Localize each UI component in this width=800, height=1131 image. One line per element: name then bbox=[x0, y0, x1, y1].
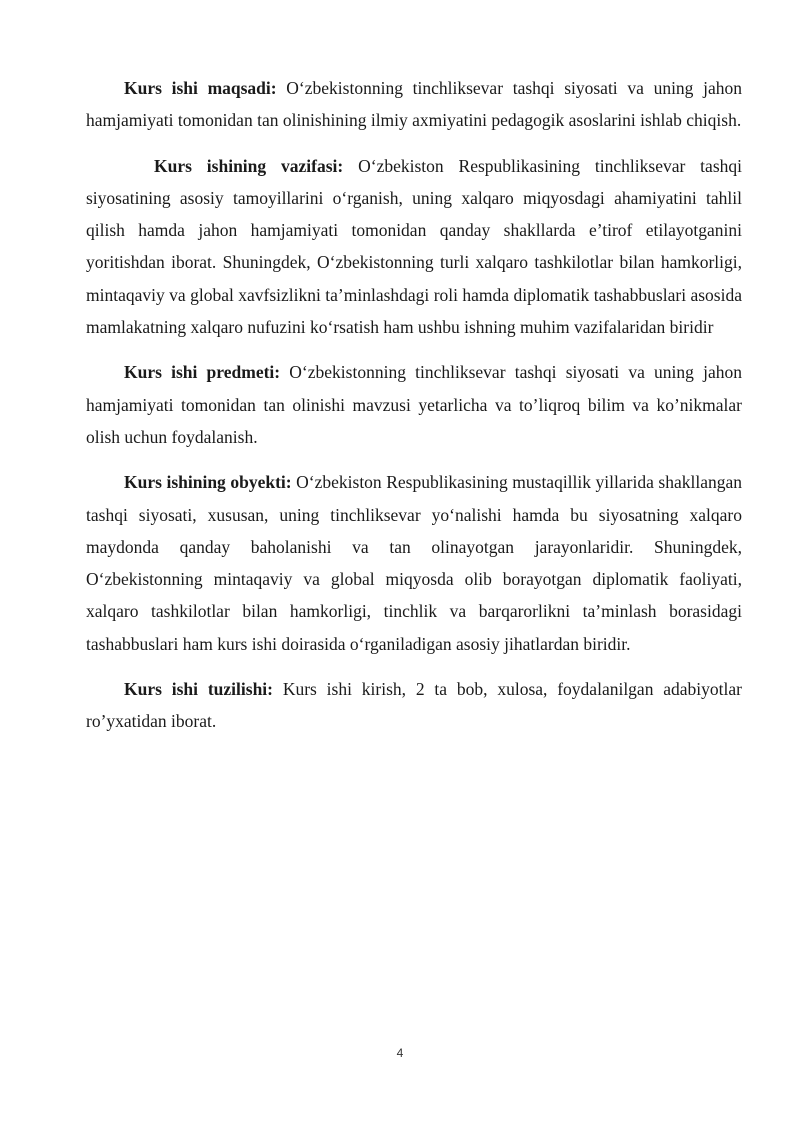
paragraph-structure-text: Kurs ishi kirish, 2 ta bob, xulosa, foydalanilgan adabiyotlar ro’yxatidan iborat. bbox=[86, 679, 742, 732]
paragraph-tasks-text: O‘zbekiston Respublikasining tinchliksevar tashqi siyosatining asosiy tamoyillarini o‘rganish, uning xalqaro miqyosdagi ahamiyatini tahlil qilish hamda jahon hamjamiyati tomonidan qanday shakllarda e’tirof etilayotganini yoritishdan iborat. Shuningdek, O‘zbekistonning turli xalqaro tashkilotlar bilan hamkorligi, mintaqaviy va global xavfsizlikni ta’minlashdagi roli hamda diplomatik tashabbuslari asosida mamlakatning xalqaro nufuzini ko‘rsatish ham ushbu ishning muhim vazifalaridan biridir bbox=[86, 155, 742, 338]
paragraph-goal-text: O‘zbekistonning tinchliksevar tashqi siyosati va uning jahon hamjamiyati tomonidan tan olinishining ilmiy axmiyatini pedagogik asoslarini ishlab chiqish. bbox=[86, 78, 742, 131]
paragraph-object-label: Kurs ishining obyekti: bbox=[124, 472, 292, 493]
paragraph-object-text: O‘zbekiston Respublikasining mustaqillik yillarida shakllangan tashqi siyosati, xususan, uning tinchliksevar yo‘nalishi hamda bu siyosatning xalqaro maydonda qanday baholanishi va tan olinayotgan jarayonlaridir. Shuningdek, O‘zbekistonning mintaqaviy va global miqyosda olib borayotgan diplomatik faoliyati, xalqaro tashkilotlar bilan hamkorligi, tinchlik va barqarorlikni ta’minlash borasidagi tashabbuslari ham kurs ishi doirasida o‘rganiladigan asosiy jihatlardan biridir. bbox=[86, 472, 742, 654]
paragraph-structure bbox=[86, 673, 742, 738]
paragraph-tasks bbox=[86, 150, 742, 344]
paragraph-structure-label: Kurs ishi tuzilishi: bbox=[124, 679, 273, 700]
paragraph-subject-label: Kurs ishi predmeti: bbox=[124, 362, 281, 383]
paragraph-goal-label: Kurs ishi maqsadi: bbox=[124, 78, 277, 98]
document-body bbox=[86, 72, 742, 751]
page-number: 4 bbox=[396, 1046, 404, 1060]
paragraph-subject-text: O‘zbekistonning tinchliksevar tashqi siyosati va uning jahon hamjamiyati tomonidan tan olinishi mavzusi yetarlicha va to’liqroq bilim va ko’nikmalar olish uchun foydalanish. bbox=[86, 362, 742, 447]
paragraph-tasks-label: Kurs ishining vazifasi: bbox=[154, 155, 344, 176]
paragraph-subject bbox=[86, 356, 742, 453]
paragraph-goal bbox=[86, 72, 742, 137]
paragraph-object bbox=[86, 466, 742, 660]
